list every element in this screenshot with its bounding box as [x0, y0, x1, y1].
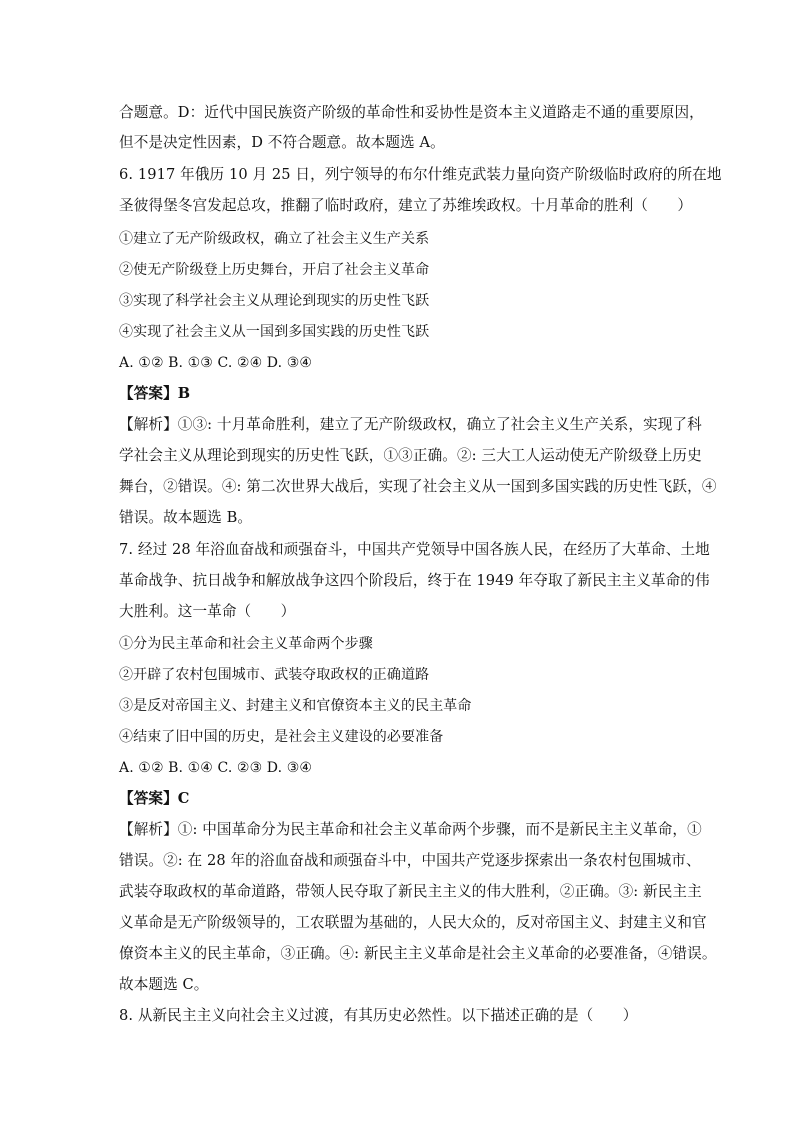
question-7-explanation: 义革命是无产阶级领导的，工农联盟为基础的，人民大众的，反对帝国主义、封建主义和官: [119, 914, 707, 931]
question-7-option: ④结束了旧中国的历史，是社会主义建设的必要准备: [119, 729, 444, 745]
question-7-option: ③是反对帝国主义、封建主义和官僚资本主义的民主革命: [119, 698, 472, 714]
question-6-answer: 【答案】B: [119, 385, 191, 402]
question-7-explanation: 【解析】①: 中国革命分为民主革命和社会主义革命两个步骤，而不是新民主主义革命，①: [119, 821, 702, 838]
question-6-choices: A. ①② B. ①③ C. ②④ D. ③④: [119, 355, 312, 371]
question-6-option: ①建立了无产阶级政权，确立了社会主义生产关系: [119, 231, 430, 247]
question-7-option: ②开辟了农村包围城市、武装夺取政权的正确道路: [119, 667, 430, 683]
question-6-stem: 圣彼得堡冬宫发起总攻，推翻了临时政府，建立了苏维埃政权。十月革命的胜利（ ）: [119, 197, 693, 214]
question-7-stem: 7. 经过 28 年浴血奋战和顽强奋斗，中国共产党领导中国各族人民，在经历了大革命、土地: [119, 541, 710, 558]
question-7-stem: 革命战争、抗日战争和解放战争这四个阶段后，终于在 1949 年夺取了新民主主义革命的伟: [119, 572, 710, 589]
question-7-answer: 【答案】C: [119, 790, 190, 807]
question-6-explanation: 错误。故本题选 B。: [119, 509, 253, 526]
question-7-explanation: 武装夺取政权的革命道路，带领人民夺取了新民主主义的伟大胜利，②正确。③: 新民主主: [119, 883, 702, 900]
question-6-option: ②使无产阶级登上历史舞台，开启了社会主义革命: [119, 262, 430, 278]
question-6-option: ③实现了科学社会主义从理论到现实的历史性飞跃: [119, 293, 430, 309]
question-6-explanation: 舞台，②错误。④: 第二次世界大战后，实现了社会主义从一国到多国实践的历史性飞跃，④: [119, 478, 717, 495]
text-line: 合题意。D：近代中国民族资产阶级的革命性和妥协性是资本主义道路走不通的重要原因，: [119, 104, 704, 121]
question-6-option: ④实现了社会主义从一国到多国实践的历史性飞跃: [119, 324, 430, 340]
question-7-stem: 大胜利。这一革命（ ）: [119, 603, 296, 620]
question-8-stem: 8. 从新民主主义向社会主义过渡，有其历史必然性。以下描述正确的是（ ）: [119, 1007, 638, 1024]
question-6-stem: 6. 1917 年俄历 10 月 25 日，列宁领导的布尔什维克武装力量向资产阶级临时政府的所在地: [119, 166, 722, 183]
question-6-explanation: 【解析】①③: 十月革命胜利，建立了无产阶级政权，确立了社会主义生产关系，实现了科: [119, 416, 702, 433]
text-line: 但不是决定性因素，D 不符合题意。故本题选 A。: [119, 134, 445, 151]
question-7-explanation: 错误。②: 在 28 年的浴血奋战和顽强奋斗中，中国共产党逐步探索出一条农村包围城市、: [119, 852, 701, 869]
question-7-explanation: 僚资本主义的民主革命，③正确。④: 新民主主义革命是社会主义革命的必要准备，④错误。: [119, 945, 717, 962]
question-7-option: ①分为民主革命和社会主义革命两个步骤: [119, 636, 373, 652]
question-6-explanation: 学社会主义从理论到现实的历史性飞跃，①③正确。②: 三大工人运动使无产阶级登上历史: [119, 447, 702, 464]
question-7-explanation: 故本题选 C。: [119, 976, 209, 993]
question-7-choices: A. ①② B. ①④ C. ②③ D. ③④: [119, 760, 312, 776]
